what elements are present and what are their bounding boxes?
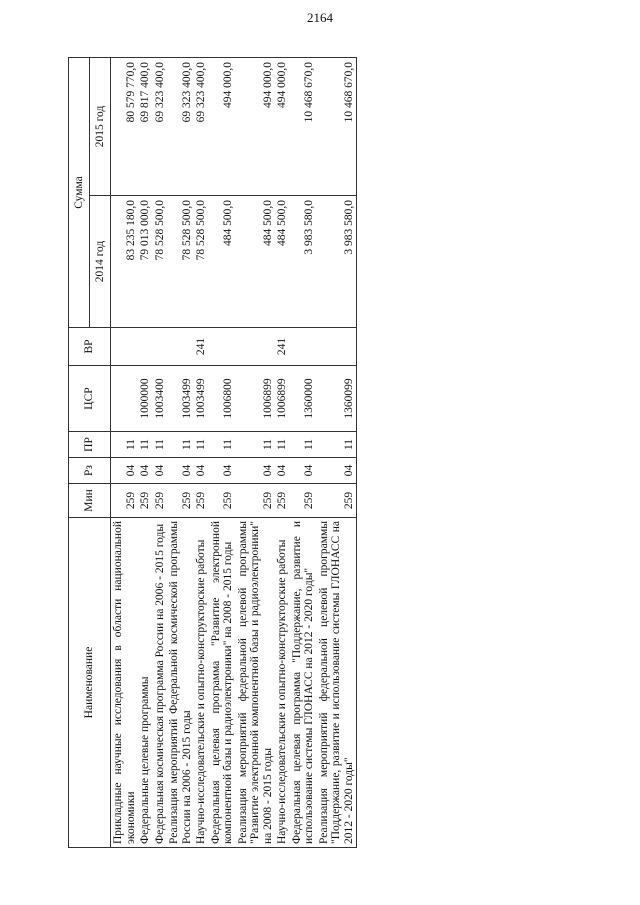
row-name: Реализация мероприятий Федеральной космической программы России на 2006 - 2015 годы <box>167 518 194 848</box>
row-name: Научно-исследовательские и опытно-конструкторские работы <box>275 518 290 848</box>
row-rz: 04 <box>167 458 194 484</box>
row-sum-2015: 80 579 770,0 <box>111 57 139 195</box>
header-pr: ПР <box>69 432 111 458</box>
table-row <box>209 57 236 847</box>
row-csr: 1006899 <box>236 366 276 432</box>
row-rz: 04 <box>290 458 317 484</box>
row-sum-2015: 494 000,0 <box>209 57 236 195</box>
row-pr: 11 <box>138 432 153 458</box>
row-vr <box>138 328 153 366</box>
row-min: 259 <box>138 484 153 518</box>
table-row <box>111 57 139 847</box>
row-vr <box>317 328 357 366</box>
budget-table <box>68 57 357 848</box>
header-name: Наименование <box>69 518 111 848</box>
row-sum-2014: 78 528 500,0 <box>194 196 209 328</box>
header-csr: ЦСР <box>69 366 111 432</box>
row-csr: 1360000 <box>290 366 317 432</box>
row-rz: 04 <box>153 458 168 484</box>
row-csr: 1006800 <box>209 366 236 432</box>
row-vr <box>290 328 317 366</box>
page-number: 2164 <box>307 10 333 25</box>
row-sum-2014: 78 528 500,0 <box>167 196 194 328</box>
header-2015: 2015 год <box>90 57 111 195</box>
row-min: 259 <box>290 484 317 518</box>
row-csr: 1006899 <box>275 366 290 432</box>
row-sum-2014: 3 983 580,0 <box>290 196 317 328</box>
row-name: Научно-исследовательские и опытно-конструкторские работы <box>194 518 209 848</box>
row-rz: 04 <box>236 458 276 484</box>
row-sum-2014: 78 528 500,0 <box>153 196 168 328</box>
row-rz: 04 <box>275 458 290 484</box>
row-rz: 04 <box>194 458 209 484</box>
table-body <box>111 57 357 847</box>
row-name: Федеральная целевая программа "Поддержание, развитие и использование системы ГЛОНАСС на 2012 - 2020 годы" <box>290 518 317 848</box>
row-pr: 11 <box>275 432 290 458</box>
header-rz: Рз <box>69 458 111 484</box>
row-pr: 11 <box>153 432 168 458</box>
row-pr: 11 <box>167 432 194 458</box>
row-min: 259 <box>236 484 276 518</box>
row-sum-2015: 69 323 400,0 <box>153 57 168 195</box>
table-row <box>275 57 290 847</box>
table-row <box>317 57 357 847</box>
row-vr <box>209 328 236 366</box>
row-sum-2014: 83 235 180,0 <box>111 196 139 328</box>
row-sum-2014: 484 500,0 <box>209 196 236 328</box>
row-sum-2015: 10 468 670,0 <box>317 57 357 195</box>
table-row <box>153 57 168 847</box>
row-min: 259 <box>111 484 139 518</box>
row-rz: 04 <box>317 458 357 484</box>
row-sum-2015: 69 323 400,0 <box>167 57 194 195</box>
row-name: Федеральная целевая программа "Развитие электронной компонентной базы и радиоэлектроники" на 2008 - 2015 годы <box>209 518 236 848</box>
table-row <box>236 57 276 847</box>
row-pr: 11 <box>290 432 317 458</box>
row-csr <box>111 366 139 432</box>
header-min: Мин <box>69 484 111 518</box>
row-csr: 1000000 <box>138 366 153 432</box>
row-csr: 1003499 <box>194 366 209 432</box>
table-row <box>290 57 317 847</box>
row-vr <box>153 328 168 366</box>
row-sum-2015: 494 000,0 <box>275 57 290 195</box>
table-row <box>167 57 194 847</box>
row-vr <box>111 328 139 366</box>
row-rz: 04 <box>138 458 153 484</box>
row-name: Реализация мероприятий федеральной целевой программы "Развитие электронной компонентной базы и радиоэлектроники" на 2008 - 2015 годы <box>236 518 276 848</box>
row-pr: 11 <box>209 432 236 458</box>
row-pr: 11 <box>111 432 139 458</box>
row-pr: 11 <box>194 432 209 458</box>
row-min: 259 <box>194 484 209 518</box>
row-vr: 241 <box>194 328 209 366</box>
row-csr: 1360099 <box>317 366 357 432</box>
header-sum: Сумма <box>69 57 90 327</box>
row-name: Реализация мероприятий федеральной целевой программы "Поддержание, развитие и использование системы ГЛОНАСС на 2012 - 2020 годы" <box>317 518 357 848</box>
rotated-table-wrapper <box>68 58 580 848</box>
row-vr <box>167 328 194 366</box>
row-sum-2015: 494 000,0 <box>236 57 276 195</box>
row-csr: 1003499 <box>167 366 194 432</box>
row-min: 259 <box>153 484 168 518</box>
row-name: Федеральная космическая программа России на 2006 - 2015 годы <box>153 518 168 848</box>
row-sum-2015: 69 323 400,0 <box>194 57 209 195</box>
row-pr: 11 <box>236 432 276 458</box>
row-min: 259 <box>317 484 357 518</box>
row-name: Федеральные целевые программы <box>138 518 153 848</box>
row-sum-2014: 79 013 000,0 <box>138 196 153 328</box>
header-2014: 2014 год <box>90 196 111 328</box>
row-name: Прикладные научные исследования в области национальной экономики <box>111 518 139 848</box>
row-sum-2014: 484 500,0 <box>236 196 276 328</box>
row-min: 259 <box>275 484 290 518</box>
table-row <box>138 57 153 847</box>
row-min: 259 <box>167 484 194 518</box>
table-row <box>194 57 209 847</box>
row-rz: 04 <box>111 458 139 484</box>
row-rz: 04 <box>209 458 236 484</box>
row-sum-2014: 484 500,0 <box>275 196 290 328</box>
row-csr: 1003400 <box>153 366 168 432</box>
row-vr <box>236 328 276 366</box>
header-vr: ВР <box>69 328 111 366</box>
row-sum-2015: 69 817 400,0 <box>138 57 153 195</box>
row-sum-2014: 3 983 580,0 <box>317 196 357 328</box>
row-sum-2015: 10 468 670,0 <box>290 57 317 195</box>
row-pr: 11 <box>317 432 357 458</box>
row-vr: 241 <box>275 328 290 366</box>
row-min: 259 <box>209 484 236 518</box>
